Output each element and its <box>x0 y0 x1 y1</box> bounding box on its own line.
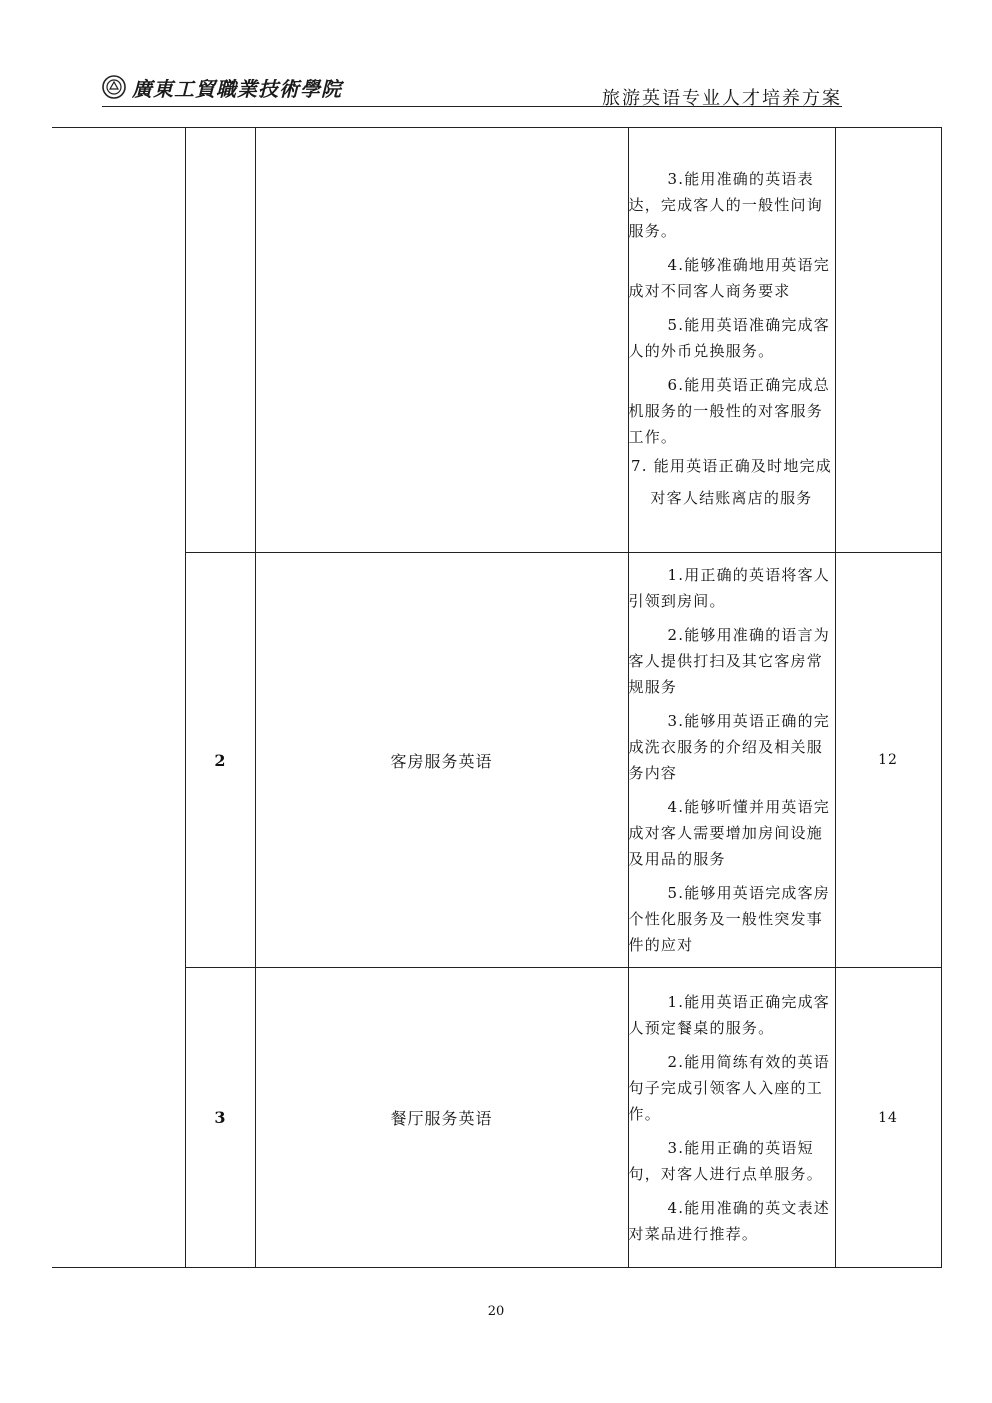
page-header <box>102 70 842 107</box>
objective-item: 2.能用简练有效的英语句子完成引领客人入座的工作。 <box>628 1052 831 1123</box>
course-content-table <box>52 127 942 1268</box>
objective-item: 5.能用英语准确完成客人的外币兑换服务。 <box>628 316 831 360</box>
objective-item: 4.能用准确的英文表述对菜品进行推荐。 <box>628 1198 831 1243</box>
item-number: 3 <box>185 968 255 1268</box>
page-number: 20 <box>487 1304 505 1319</box>
objective-item: 4.能够听懂并用英语完成对客人需要增加房间设施及用品的服务 <box>628 798 831 868</box>
objectives-cell <box>628 128 835 553</box>
item-hours: 12 <box>835 553 941 968</box>
objectives-cell <box>628 968 835 1268</box>
school-logo <box>102 72 342 102</box>
objective-item: 1.用正确的英语将客人引领到房间。 <box>628 566 831 610</box>
objective-item: 7. 能用英语正确及时地完成对客人结账离店的服务 <box>631 457 832 507</box>
objective-item: 1.能用英语正确完成客人预定餐桌的服务。 <box>628 992 831 1037</box>
item-name <box>255 128 628 553</box>
table-row <box>52 968 941 1268</box>
item-number: 2 <box>185 553 255 968</box>
item-number <box>185 128 255 553</box>
objective-item: 4.能够准确地用英语完成对不同客人商务要求 <box>628 256 831 300</box>
table-row <box>52 128 941 553</box>
item-hours: 14 <box>835 968 941 1268</box>
school-emblem-icon <box>102 75 126 99</box>
objective-item: 3.能够用英语正确的完成洗衣服务的介绍及相关服务内容 <box>628 712 831 782</box>
item-name: 餐厅服务英语 <box>255 968 628 1268</box>
item-hours <box>835 128 941 553</box>
objective-item: 6.能用英语正确完成总机服务的一般性的对客服务工作。 <box>628 376 831 446</box>
objectives-cell <box>628 553 835 968</box>
table-row <box>52 553 941 968</box>
objective-item: 3.能用正确的英语短句，对客人进行点单服务。 <box>628 1138 823 1183</box>
item-name: 客房服务英语 <box>255 553 628 968</box>
objective-item: 5.能够用英语完成客房个性化服务及一般性突发事件的应对 <box>628 884 831 954</box>
school-name: 廣東工貿職業技術學院 <box>132 76 342 101</box>
objective-item: 3.能用准确的英语表达，完成客人的一般性问询服务。 <box>628 170 823 240</box>
document-title: 旅游英语专业人才培养方案 <box>602 88 842 109</box>
objective-item: 2.能够用准确的语言为客人提供打扫及其它客房常规服务 <box>628 626 831 696</box>
module-cell <box>52 128 185 1268</box>
